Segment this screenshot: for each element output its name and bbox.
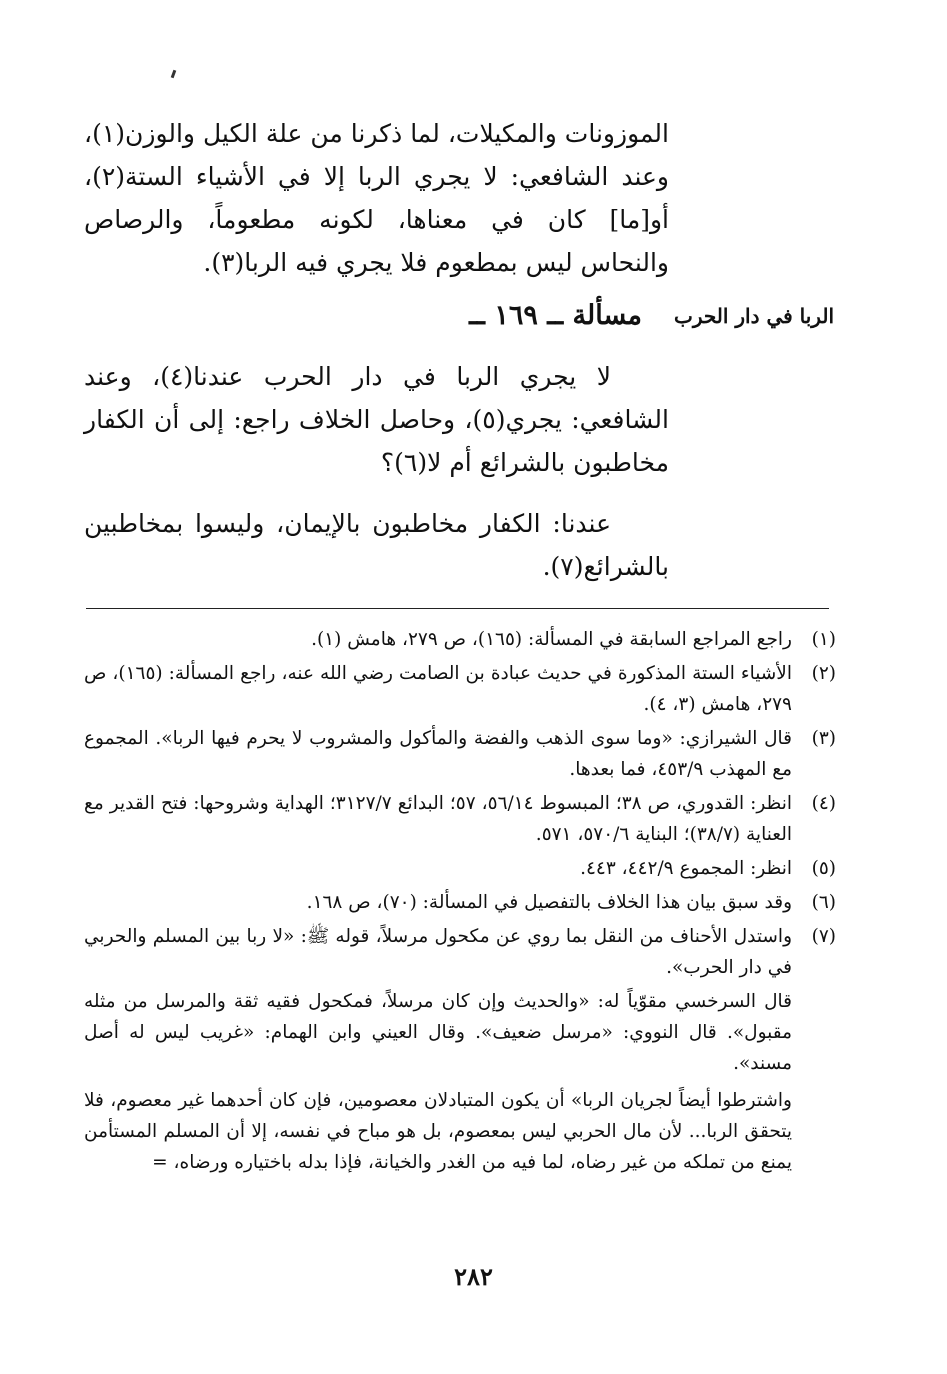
- footnote-6: [84, 887, 836, 918]
- footnote-7-continuation-1: قال السرخسي مقوّياً له: «والحديث وإن كان مرسلاً، فمكحول فقيه ثقة والمرسل من مثله مقبول». قال النووي: «مرسل ضعيف». وقال العيني وابن الهمام: «غريب ليس له أصل مسند».: [84, 991, 792, 1074]
- body-paragraph-2: لا يجري الربا في دار الحرب عندنا(٤)، وعند الشافعي: يجري(٥)، وحاصل الخلاف راجع: إلى أن الكفار مخاطبون بالشرائع أم لا(٦)؟: [84, 362, 669, 477]
- footnote-text: الأشياء الستة المذكورة في حديث عبادة بن الصامت رضي الله عنه، راجع المسألة: (١٦٥)، ص ٢٧٩، هامش (٣، ٤).: [84, 663, 792, 715]
- body-paragraph-1: الموزونات والمكيلات، لما ذكرنا من علة الكيل والوزن(١)، وعند الشافعي: لا يجري الربا إلا في الأشياء الستة(٢)، أو[ما] كان في معناها، لكونه مطعوماً، والرصاص والنحاس ليس بمطعوم فلا يجري فيه الربا(٣).: [84, 119, 669, 277]
- footnote-number: (٣): [811, 728, 836, 749]
- footnote-number: (٢): [811, 663, 836, 684]
- body-paragraph-3: عندنا: الكفار مخاطبون بالإيمان، وليسوا بمخاطبين بالشرائع(٧).: [84, 509, 669, 581]
- footnotes-section: [84, 624, 836, 1184]
- footnote-text: انظر: المجموع ٤٤٢/٩، ٤٤٣.: [580, 858, 792, 879]
- footnote-number: (٥): [811, 858, 836, 879]
- footnote-text: راجع المراجع السابقة في المسألة: (١٦٥)، ص ٢٧٩، هامش (١).: [311, 629, 792, 650]
- footnote-7: [84, 921, 836, 983]
- footnote-separator: [86, 608, 829, 609]
- footnote-text: وقد سبق بيان هذا الخلاف بالتفصيل في المسألة: (٧٠)، ص ١٦٨.: [306, 892, 792, 913]
- mas-ala-title: مسألة ــ ١٦٩ ــ: [469, 300, 642, 331]
- page-number: ٢٨٢: [454, 1262, 493, 1291]
- footnote-text: انظر: القدوري، ص ٣٨؛ المبسوط ٥٦/١٤، ٥٧؛ البدائع ٣١٢٧/٧؛ الهداية وشروحها: فتح القدير مع العناية (٣٨/٧)؛ البناية ٥٧٠/٦، ٥٧١.: [84, 793, 792, 845]
- footnote-number: (٧): [811, 926, 836, 947]
- footnote-number: (١): [811, 629, 836, 650]
- footnote-7-continuation-2: واشترطوا أيضاً لجريان الربا» أن يكون المتبادلان معصومين، فإن كان أحدهما غير معصوم، فلا يتحقق الربا... لأن مال الحربي ليس بمعصوم، بل هو مباح في نفسه، إلا أن المسلم المستأمن يمنع من تملكه من غير رضاه، لما فيه من الغدر والخيانة، فإذا بدله باختياره ورضاه، =: [84, 1090, 792, 1173]
- footnote-3: [84, 723, 836, 785]
- footnote-text: قال الشيرازي: «وما سوى الذهب والفضة والمأكول والمشروب لا يحرم فيها الربا». المجموع مع المهذب ٤٥٣/٩، فما بعدها.: [84, 728, 792, 780]
- stray-mark: [171, 70, 177, 79]
- footnote-2: [84, 658, 836, 720]
- footnote-4: [84, 788, 836, 850]
- footnote-1: [84, 624, 836, 655]
- footnote-number: (٤): [811, 793, 836, 814]
- mas-ala-heading-row: [84, 300, 834, 350]
- footnote-5: [84, 853, 836, 884]
- margin-side-note: الربا في دار الحرب: [673, 304, 834, 328]
- footnote-number: (٦): [811, 892, 836, 913]
- footnote-text: واستدل الأحناف من النقل بما روي عن مكحول مرسلاً، قوله ﷺ: «لا ربا بين المسلم والحربي في دار الحرب».: [84, 926, 792, 978]
